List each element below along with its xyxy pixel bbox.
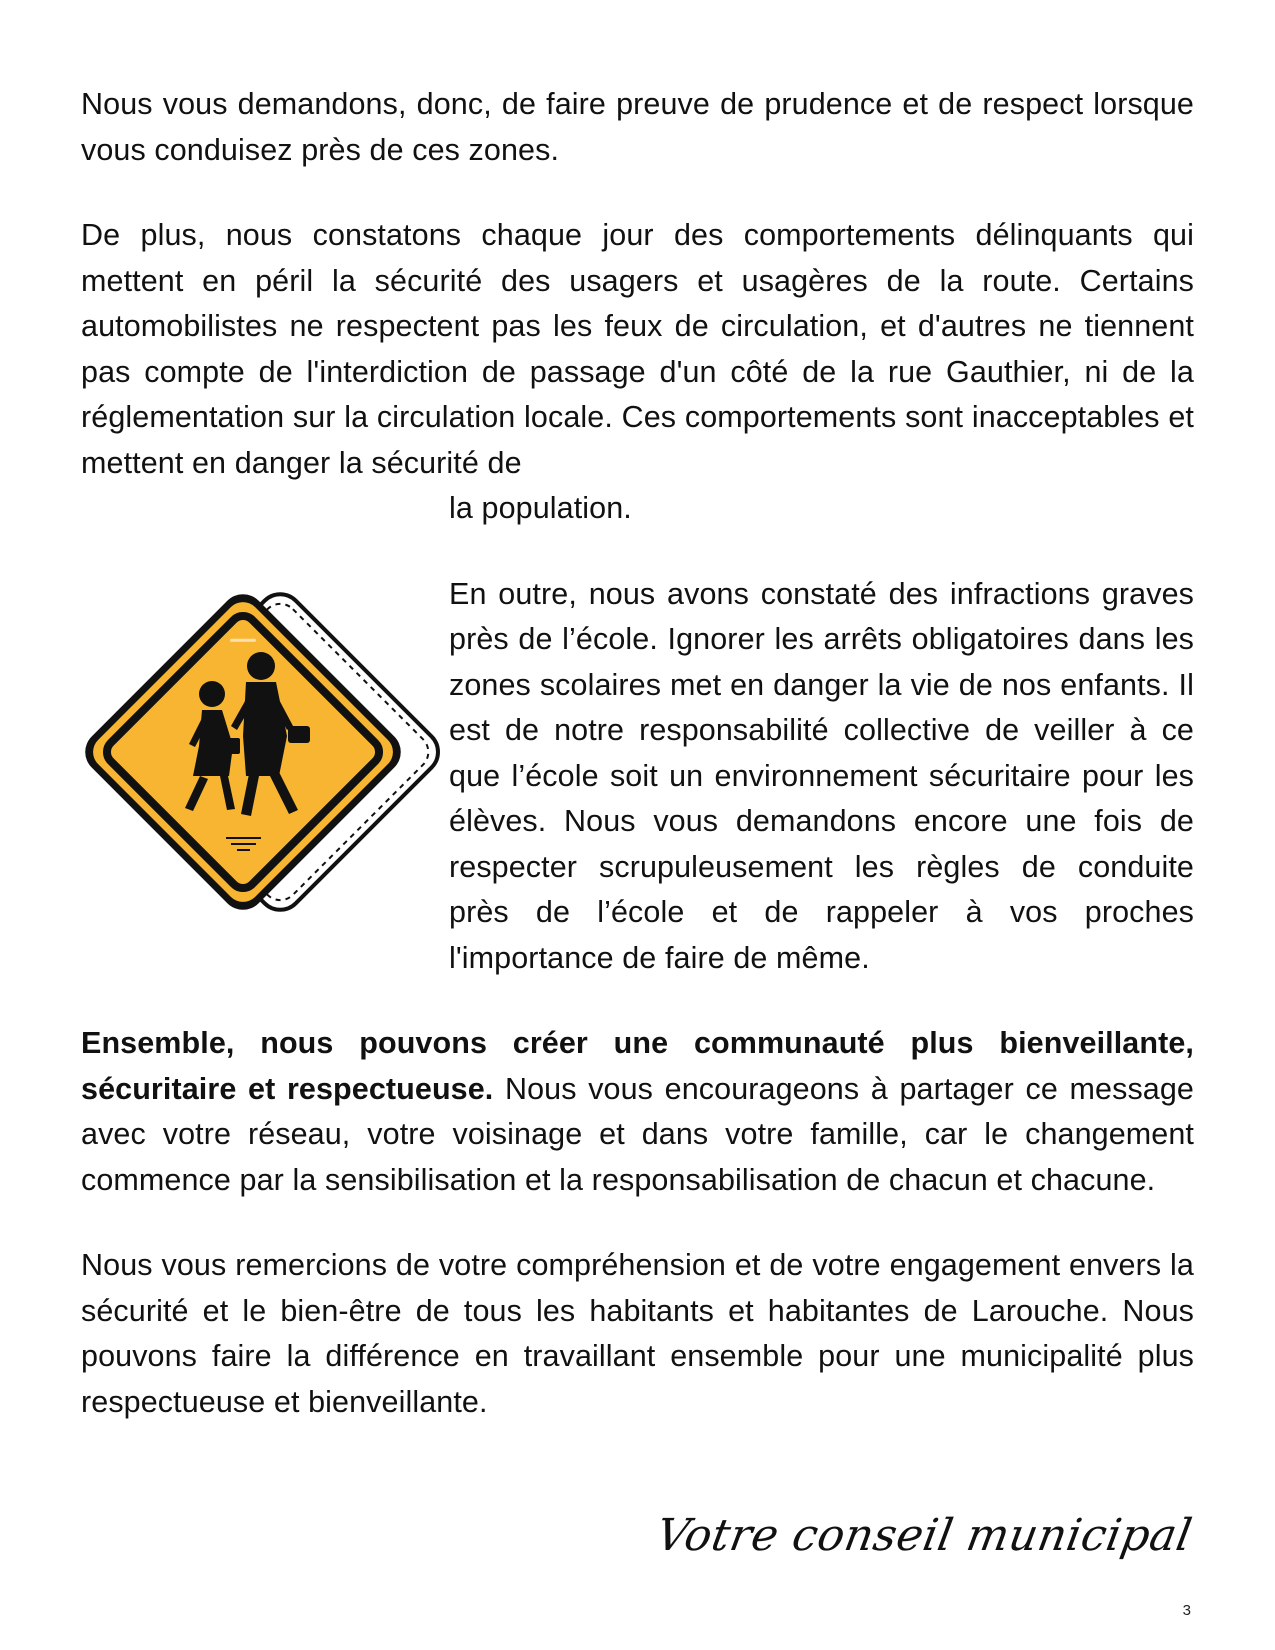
signature: Votre conseil municipal: [652, 1510, 1196, 1561]
document-body: [81, 82, 1194, 1425]
paragraph-together-bold: Ensemble, nous pouvons créer une communauté plus bienveillante, sécuritaire et respectueuse.: [81, 1026, 1194, 1106]
page-number: 3: [1182, 1602, 1191, 1619]
paragraph-together-rest: Nous vous encourageons à partager ce message avec votre réseau, votre voisinage et dans votre famille, car le changement commence par la sensibilisation et la responsabilisation de chacun et chacune.: [81, 1071, 1194, 1197]
paragraph-thanks: Nous vous remercions de votre compréhension et de votre engagement envers la sécurité et le bien-être de tous les habitants et habitantes de Larouche. Nous pouvons faire la différence en travaillant ensemble pour une municipalité plus respectueuse et bienveillante.: [81, 1248, 1194, 1419]
school-crossing-sign-icon: [81, 576, 449, 948]
paragraph-school-infractions: En outre, nous avons constaté des infractions graves près de l’école. Ignorer les arrêts obligatoires dans les zones scolaires met en danger la vie de nos enfants. Il est de notre responsabilité collective de veiller à ce que l’école soit un environnement sécuritaire pour les élèves. Nous vous demandons encore une fois de respecter scrupuleusement les règles de conduite près de l’école et de rappeler à vos proches l'importance de faire de même.: [449, 576, 1194, 975]
paragraph-prudence: Nous vous demandons, donc, de faire preuve de prudence et de respect lorsque vous conduisez près de ces zones.: [81, 87, 1194, 167]
paragraph-together: [81, 1021, 1194, 1203]
paragraph-delinquent-behaviour-tail: la population.: [449, 491, 632, 525]
paragraph-delinquent-behaviour: De plus, nous constatons chaque jour des comportements délinquants qui mettent en péril la sécurité des usagers et usagères de la route. Certains automobilistes ne respectent pas les feux de circulation, et d'autres ne tiennent pas compte de l'interdiction de passage d'un côté de la rue Gauthier, ni de la réglementation sur la circulation locale. Ces comportements sont inacceptables et mettent en danger la sécurité de: [81, 218, 1194, 480]
